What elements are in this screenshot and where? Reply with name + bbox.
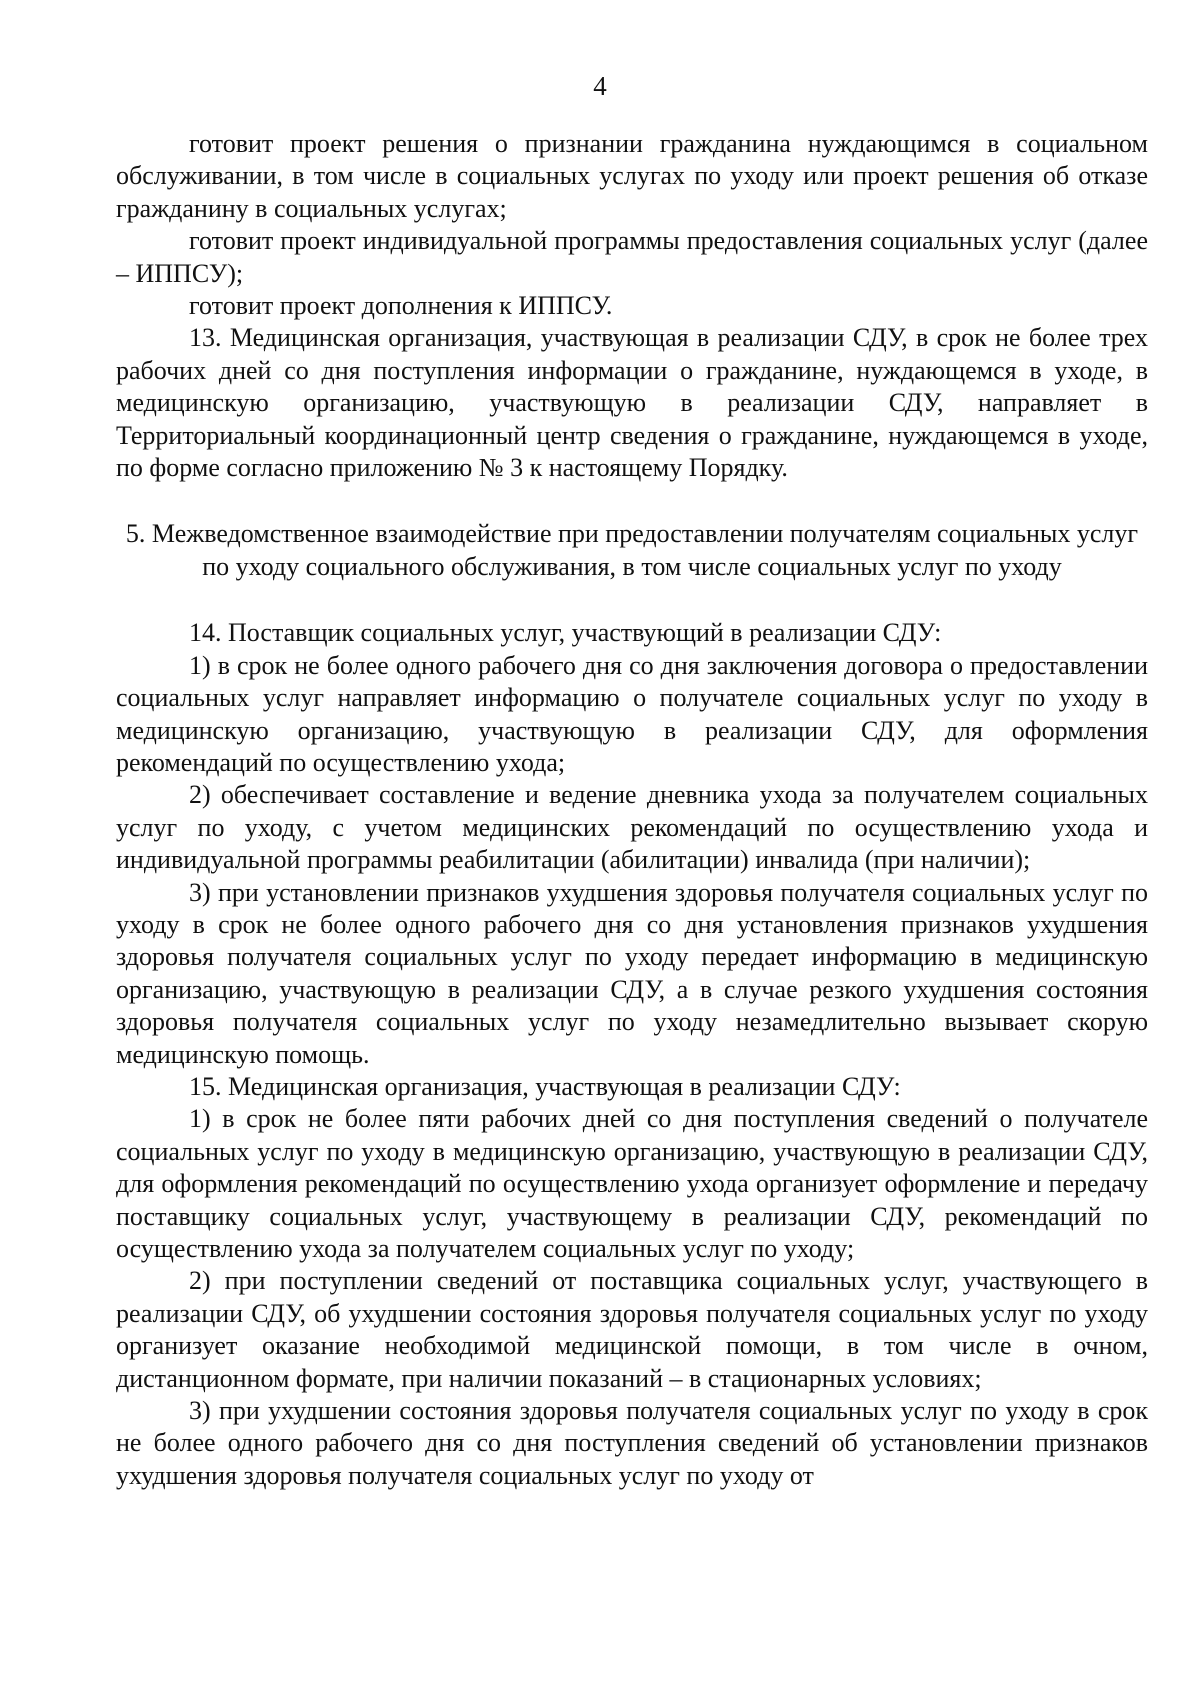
paragraph-item-15: 15. Медицинская организация, участвующая в реализации СДУ: bbox=[189, 1071, 901, 1101]
document-body bbox=[116, 128, 1148, 1492]
paragraph-item-14-1: 1) в срок не более одного рабочего дня со дня заключения договора о предоставлении социальных услуг направляет информацию о получателе социальных услуг по уходу в медицинскую организацию, участвующую в реализации СДУ, для оформления рекомендаций по осуществлению ухода; bbox=[116, 650, 1148, 777]
paragraph-item-15-2: 2) при поступлении сведений от поставщика социальных услуг, участвующего в реализации СДУ, об ухудшении состояния здоровья получателя социальных услуг по уходу организует оказание необходимой медицинской помощи, в том числе в очном, дистанционном формате, при наличии показаний – в стационарных условиях; bbox=[116, 1266, 1148, 1393]
page-number: 4 bbox=[593, 71, 607, 101]
paragraph-item-15-3: 3) при ухудшении состояния здоровья получателя социальных услуг по уходу в срок не более одного рабочего дня со дня поступления сведений об установлении признаков ухудшения здоровья получателя социальных услуг по уходу от bbox=[116, 1396, 1148, 1490]
paragraph-item-14-2: 2) обеспечивает составление и ведение дневника ухода за получателем социальных услуг по уходу, с учетом медицинских рекомендаций по осуществлению ухода и индивидуальной программы реабилитации (абилитации) инвалида (при наличии); bbox=[116, 780, 1148, 875]
paragraph-prepare-ippsu-addition: готовит проект дополнения к ИППСУ. bbox=[189, 291, 613, 321]
paragraph-prepare-decision: готовит проект решения о признании гражданина нуждающимся в социальном обслуживании, в том числе в социальных услугах по уходу или проект решения об отказе гражданину в социальных услугах; bbox=[116, 129, 1148, 223]
paragraph-item-15-1: 1) в срок не более пяти рабочих дней со дня поступления сведений о получателе социальных услуг по уходу в медицинскую организацию, участвующую в реализации СДУ, для оформления рекомендаций по осуществлению ухода организует оформление и передачу поставщику социальных услуг, участвующему в реализации СДУ, рекомендаций по осуществлению ухода за получателем социальных услуг по уходу; bbox=[116, 1104, 1148, 1263]
paragraph-prepare-ippsu: готовит проект индивидуальной программы предоставления социальных услуг (далее – ИППСУ); bbox=[116, 226, 1148, 288]
section-heading: 5. Межведомственное взаимодействие при предоставлении получателям социальных услуг по уходу социального обслуживания, в том числе социальных услуг по уходу bbox=[125, 519, 1139, 581]
paragraph-item-13: 13. Медицинская организация, участвующая в реализации СДУ, в срок не более трех рабочих дней со дня поступления информации о гражданине, нуждающемся в уходе, в медицинскую организацию, участвующую в реализации СДУ, направляет в Территориальный координационный центр сведения о гражданине, нуждающемся в уходе, по форме согласно приложению № 3 к настоящему Порядку. bbox=[116, 323, 1148, 483]
paragraph-item-14-3: 3) при установлении признаков ухудшения здоровья получателя социальных услуг по уходу в срок не более одного рабочего дня со дня установления признаков ухудшения здоровья получателя социальных услуг по уходу передает информацию в медицинскую организацию, участвующую в реализации СДУ, а в случае резкого ухудшения состояния здоровья получателя социальных услуг по уходу незамедлительно вызывает скорую медицинскую помощь. bbox=[116, 877, 1148, 1069]
paragraph-item-14: 14. Поставщик социальных услуг, участвующий в реализации СДУ: bbox=[189, 618, 942, 648]
